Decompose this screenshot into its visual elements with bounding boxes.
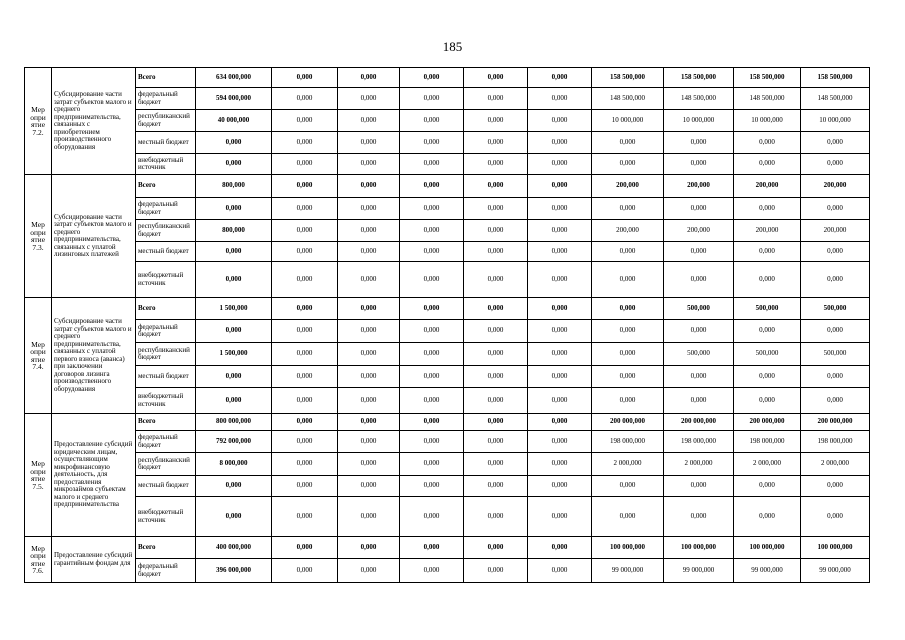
year-value: 0,000 [338, 320, 400, 343]
table-row [25, 497, 870, 537]
year-value: 0,000 [464, 453, 528, 476]
table-row [25, 154, 870, 175]
total-value: 594 000,000 [196, 88, 272, 110]
year-value: 0,000 [338, 388, 400, 414]
funding-source: местный бюджет [136, 242, 196, 262]
year-value: 0,000 [464, 343, 528, 366]
year-value: 0,000 [528, 453, 592, 476]
year-value: 0,000 [400, 537, 464, 559]
year-value: 0,000 [464, 414, 528, 431]
funding-source: внебюджетный источник [136, 262, 196, 298]
year-value: 0,000 [400, 198, 464, 220]
year-value: 0,000 [592, 366, 664, 388]
year-value: 200,000 [801, 220, 870, 242]
year-value: 0,000 [464, 497, 528, 537]
funding-source: федеральный бюджет [136, 431, 196, 453]
year-value: 0,000 [592, 343, 664, 366]
year-value: 0,000 [734, 262, 801, 298]
funding-source: федеральный бюджет [136, 88, 196, 110]
measure-code: Мер опри ятие 7.6. [25, 537, 52, 583]
year-value: 0,000 [464, 476, 528, 497]
year-value: 0,000 [272, 132, 338, 154]
year-value: 0,000 [592, 497, 664, 537]
year-value: 0,000 [664, 262, 734, 298]
year-value: 0,000 [528, 154, 592, 175]
year-value: 0,000 [338, 298, 400, 320]
table-row [25, 132, 870, 154]
year-value: 2 000,000 [734, 453, 801, 476]
year-value: 0,000 [801, 476, 870, 497]
funding-source: Всего [136, 68, 196, 88]
year-value: 0,000 [400, 388, 464, 414]
year-value: 0,000 [528, 198, 592, 220]
year-value: 0,000 [464, 110, 528, 132]
year-value: 0,000 [464, 175, 528, 198]
year-value: 0,000 [338, 414, 400, 431]
year-value: 0,000 [528, 88, 592, 110]
table-row [25, 262, 870, 298]
year-value: 0,000 [272, 220, 338, 242]
funding-source: республиканский бюджет [136, 343, 196, 366]
funding-source: республиканский бюджет [136, 110, 196, 132]
year-value: 0,000 [464, 220, 528, 242]
total-value: 800,000 [196, 220, 272, 242]
measure-description: Субсидирование части затрат субъектов малого и среднего предпринимательства, связанных с уплатой лизинговых платежей [52, 175, 136, 298]
year-value: 0,000 [272, 154, 338, 175]
year-value: 0,000 [400, 132, 464, 154]
funding-source: внебюджетный источник [136, 154, 196, 175]
table-row [25, 366, 870, 388]
year-value: 0,000 [338, 68, 400, 88]
year-value: 10 000,000 [592, 110, 664, 132]
year-value: 100 000,000 [734, 537, 801, 559]
year-value: 0,000 [272, 388, 338, 414]
total-value: 1 500,000 [196, 343, 272, 366]
year-value: 0,000 [734, 476, 801, 497]
year-value: 0,000 [400, 414, 464, 431]
total-value: 0,000 [196, 154, 272, 175]
funding-source: внебюджетный источник [136, 388, 196, 414]
year-value: 500,000 [664, 298, 734, 320]
year-value: 0,000 [338, 110, 400, 132]
year-value: 0,000 [801, 154, 870, 175]
table-row [25, 431, 870, 453]
measure-description: Предоставление субсидий гарантийным фондам для [52, 537, 136, 583]
year-value: 0,000 [528, 559, 592, 583]
year-value: 0,000 [592, 154, 664, 175]
year-value: 0,000 [528, 220, 592, 242]
year-value: 0,000 [664, 198, 734, 220]
year-value: 148 500,000 [734, 88, 801, 110]
year-value: 0,000 [400, 154, 464, 175]
year-value: 158 500,000 [734, 68, 801, 88]
year-value: 0,000 [592, 476, 664, 497]
funding-source: федеральный бюджет [136, 559, 196, 583]
measure-code: Мер опри ятие 7.4. [25, 298, 52, 414]
year-value: 0,000 [338, 220, 400, 242]
budget-table [24, 67, 870, 583]
year-value: 0,000 [464, 68, 528, 88]
year-value: 0,000 [734, 242, 801, 262]
year-value: 0,000 [400, 298, 464, 320]
total-value: 0,000 [196, 132, 272, 154]
year-value: 0,000 [528, 343, 592, 366]
table-row [25, 88, 870, 110]
table-row [25, 110, 870, 132]
year-value: 0,000 [592, 388, 664, 414]
year-value: 0,000 [664, 476, 734, 497]
year-value: 0,000 [464, 559, 528, 583]
total-value: 0,000 [196, 320, 272, 343]
year-value: 158 500,000 [592, 68, 664, 88]
measure-description: Субсидирование части затрат субъектов малого и среднего предпринимательства, связанных с приобретением производственного оборудования [52, 68, 136, 175]
year-value: 200,000 [734, 220, 801, 242]
year-value: 0,000 [464, 242, 528, 262]
year-value: 0,000 [734, 366, 801, 388]
year-value: 0,000 [528, 414, 592, 431]
year-value: 99 000,000 [734, 559, 801, 583]
total-value: 800,000 [196, 175, 272, 198]
funding-source: внебюджетный источник [136, 497, 196, 537]
year-value: 0,000 [528, 320, 592, 343]
year-value: 0,000 [592, 198, 664, 220]
year-value: 0,000 [464, 262, 528, 298]
total-value: 396 000,000 [196, 559, 272, 583]
total-value: 0,000 [196, 198, 272, 220]
year-value: 0,000 [464, 431, 528, 453]
year-value: 0,000 [400, 88, 464, 110]
year-value: 0,000 [528, 175, 592, 198]
year-value: 0,000 [400, 497, 464, 537]
year-value: 0,000 [528, 132, 592, 154]
year-value: 0,000 [592, 242, 664, 262]
year-value: 0,000 [338, 476, 400, 497]
total-value: 0,000 [196, 242, 272, 262]
total-value: 1 500,000 [196, 298, 272, 320]
year-value: 0,000 [400, 366, 464, 388]
year-value: 2 000,000 [801, 453, 870, 476]
year-value: 0,000 [400, 431, 464, 453]
year-value: 0,000 [664, 132, 734, 154]
total-value: 634 000,000 [196, 68, 272, 88]
year-value: 198 000,000 [801, 431, 870, 453]
measure-description: Предоставление субсидий юридическим лицам, осуществляющим микрофинансовую деятельность, для предоставления микрозаймов субъектам малого и среднего предпринимательства [52, 414, 136, 537]
year-value: 0,000 [272, 262, 338, 298]
year-value: 0,000 [528, 68, 592, 88]
year-value: 200,000 [801, 175, 870, 198]
year-value: 0,000 [272, 68, 338, 88]
year-value: 0,000 [464, 537, 528, 559]
year-value: 158 500,000 [801, 68, 870, 88]
year-value: 148 500,000 [592, 88, 664, 110]
table-row [25, 320, 870, 343]
year-value: 0,000 [338, 175, 400, 198]
year-value: 0,000 [464, 154, 528, 175]
year-value: 0,000 [592, 262, 664, 298]
funding-source: Всего [136, 414, 196, 431]
year-value: 0,000 [734, 320, 801, 343]
table-row [25, 453, 870, 476]
year-value: 0,000 [338, 559, 400, 583]
total-value: 0,000 [196, 366, 272, 388]
year-value: 0,000 [338, 262, 400, 298]
year-value: 0,000 [528, 497, 592, 537]
year-value: 100 000,000 [592, 537, 664, 559]
total-value: 0,000 [196, 497, 272, 537]
year-value: 500,000 [734, 343, 801, 366]
year-value: 0,000 [272, 198, 338, 220]
year-value: 0,000 [272, 453, 338, 476]
table-row [25, 343, 870, 366]
funding-source: местный бюджет [136, 132, 196, 154]
funding-source: Всего [136, 175, 196, 198]
measure-code: Мер опри ятие 7.5. [25, 414, 52, 537]
year-value: 0,000 [400, 476, 464, 497]
year-value: 200,000 [664, 175, 734, 198]
year-value: 200,000 [592, 220, 664, 242]
year-value: 0,000 [400, 453, 464, 476]
year-value: 158 500,000 [664, 68, 734, 88]
year-value: 0,000 [400, 175, 464, 198]
table-row [25, 298, 870, 320]
year-value: 0,000 [338, 366, 400, 388]
year-value: 0,000 [464, 388, 528, 414]
total-value: 40 000,000 [196, 110, 272, 132]
year-value: 0,000 [528, 388, 592, 414]
measure-code: Мер опри ятие 7.2. [25, 68, 52, 175]
year-value: 200 000,000 [664, 414, 734, 431]
year-value: 0,000 [272, 366, 338, 388]
year-value: 0,000 [734, 198, 801, 220]
year-value: 0,000 [272, 431, 338, 453]
funding-source: местный бюджет [136, 476, 196, 497]
year-value: 198 000,000 [592, 431, 664, 453]
year-value: 0,000 [801, 320, 870, 343]
total-value: 400 000,000 [196, 537, 272, 559]
year-value: 0,000 [400, 262, 464, 298]
year-value: 200,000 [664, 220, 734, 242]
year-value: 0,000 [801, 262, 870, 298]
year-value: 500,000 [664, 343, 734, 366]
year-value: 0,000 [528, 476, 592, 497]
year-value: 0,000 [464, 298, 528, 320]
year-value: 2 000,000 [592, 453, 664, 476]
year-value: 0,000 [801, 388, 870, 414]
total-value: 0,000 [196, 476, 272, 497]
year-value: 99 000,000 [801, 559, 870, 583]
year-value: 0,000 [400, 343, 464, 366]
year-value: 0,000 [400, 110, 464, 132]
year-value: 500,000 [801, 298, 870, 320]
year-value: 0,000 [664, 242, 734, 262]
year-value: 0,000 [664, 366, 734, 388]
table-row [25, 68, 870, 88]
year-value: 100 000,000 [664, 537, 734, 559]
table-row [25, 476, 870, 497]
year-value: 0,000 [338, 431, 400, 453]
year-value: 0,000 [400, 220, 464, 242]
year-value: 500,000 [734, 298, 801, 320]
funding-source: федеральный бюджет [136, 198, 196, 220]
year-value: 0,000 [272, 559, 338, 583]
year-value: 0,000 [400, 320, 464, 343]
total-value: 792 000,000 [196, 431, 272, 453]
year-value: 500,000 [801, 343, 870, 366]
year-value: 100 000,000 [801, 537, 870, 559]
table-row [25, 242, 870, 262]
year-value: 0,000 [528, 537, 592, 559]
year-value: 0,000 [528, 262, 592, 298]
total-value: 8 000,000 [196, 453, 272, 476]
year-value: 0,000 [400, 68, 464, 88]
year-value: 0,000 [592, 320, 664, 343]
funding-source: республиканский бюджет [136, 453, 196, 476]
year-value: 0,000 [464, 198, 528, 220]
year-value: 10 000,000 [801, 110, 870, 132]
year-value: 0,000 [338, 88, 400, 110]
year-value: 148 500,000 [801, 88, 870, 110]
funding-source: республиканский бюджет [136, 220, 196, 242]
year-value: 0,000 [338, 242, 400, 262]
year-value: 0,000 [400, 559, 464, 583]
year-value: 0,000 [664, 388, 734, 414]
table-row [25, 559, 870, 583]
year-value: 0,000 [272, 175, 338, 198]
year-value: 200 000,000 [592, 414, 664, 431]
year-value: 148 500,000 [664, 88, 734, 110]
year-value: 0,000 [801, 497, 870, 537]
year-value: 198 000,000 [734, 431, 801, 453]
year-value: 0,000 [272, 320, 338, 343]
year-value: 0,000 [464, 320, 528, 343]
table-row [25, 388, 870, 414]
year-value: 0,000 [272, 497, 338, 537]
table-row [25, 198, 870, 220]
year-value: 0,000 [272, 414, 338, 431]
year-value: 0,000 [664, 320, 734, 343]
year-value: 0,000 [801, 132, 870, 154]
funding-source: Всего [136, 298, 196, 320]
year-value: 0,000 [338, 154, 400, 175]
year-value: 0,000 [664, 154, 734, 175]
year-value: 0,000 [801, 366, 870, 388]
table-row [25, 175, 870, 198]
year-value: 0,000 [338, 132, 400, 154]
year-value: 0,000 [801, 242, 870, 262]
year-value: 0,000 [272, 88, 338, 110]
year-value: 0,000 [338, 343, 400, 366]
year-value: 200 000,000 [801, 414, 870, 431]
year-value: 0,000 [528, 110, 592, 132]
year-value: 0,000 [272, 476, 338, 497]
year-value: 0,000 [734, 154, 801, 175]
year-value: 0,000 [272, 343, 338, 366]
page-number: 185 [442, 39, 463, 54]
year-value: 0,000 [801, 198, 870, 220]
table-row [25, 537, 870, 559]
year-value: 0,000 [528, 298, 592, 320]
total-value: 0,000 [196, 388, 272, 414]
year-value: 0,000 [734, 132, 801, 154]
year-value: 0,000 [338, 198, 400, 220]
year-value: 0,000 [272, 110, 338, 132]
year-value: 0,000 [592, 298, 664, 320]
year-value: 99 000,000 [592, 559, 664, 583]
measure-description: Субсидирование части затрат субъектов малого и среднего предпринимательства, связанных с уплатой первого взноса (аванса) при заключении договоров лизинга производственного оборудования [52, 298, 136, 414]
year-value: 0,000 [338, 497, 400, 537]
year-value: 0,000 [272, 242, 338, 262]
measure-code: Мер опри ятие 7.3. [25, 175, 52, 298]
total-value: 0,000 [196, 262, 272, 298]
total-value: 800 000,000 [196, 414, 272, 431]
table-row [25, 414, 870, 431]
year-value: 0,000 [464, 132, 528, 154]
year-value: 0,000 [338, 537, 400, 559]
year-value: 0,000 [528, 242, 592, 262]
year-value: 0,000 [464, 88, 528, 110]
year-value: 10 000,000 [664, 110, 734, 132]
year-value: 0,000 [528, 366, 592, 388]
table-row [25, 220, 870, 242]
year-value: 0,000 [528, 431, 592, 453]
year-value: 10 000,000 [734, 110, 801, 132]
year-value: 99 000,000 [664, 559, 734, 583]
year-value: 0,000 [400, 242, 464, 262]
funding-source: федеральный бюджет [136, 320, 196, 343]
year-value: 0,000 [272, 537, 338, 559]
year-value: 198 000,000 [664, 431, 734, 453]
year-value: 0,000 [734, 388, 801, 414]
year-value: 0,000 [272, 298, 338, 320]
year-value: 0,000 [464, 366, 528, 388]
year-value: 0,000 [338, 453, 400, 476]
year-value: 200,000 [592, 175, 664, 198]
year-value: 0,000 [734, 497, 801, 537]
funding-source: местный бюджет [136, 366, 196, 388]
year-value: 2 000,000 [664, 453, 734, 476]
year-value: 200 000,000 [734, 414, 801, 431]
year-value: 200,000 [734, 175, 801, 198]
year-value: 0,000 [592, 132, 664, 154]
funding-source: Всего [136, 537, 196, 559]
year-value: 0,000 [664, 497, 734, 537]
